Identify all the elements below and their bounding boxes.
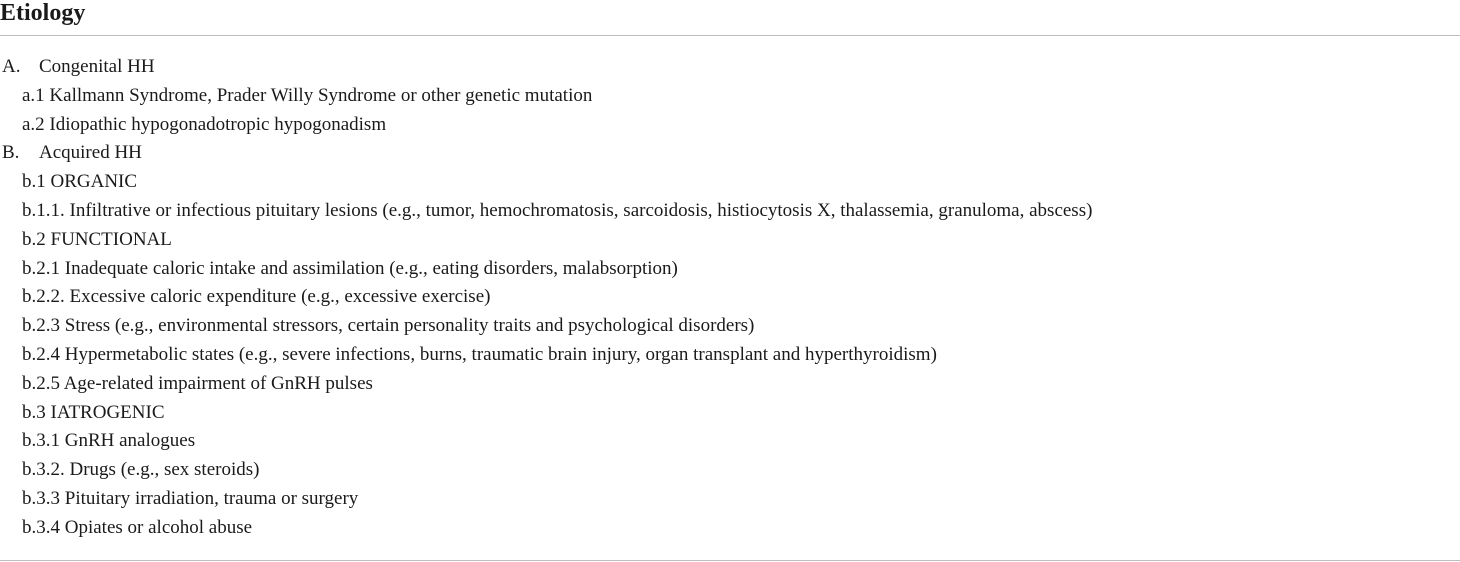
table-row: b.2 FUNCTIONAL <box>22 228 172 250</box>
table-row: b.3.4 Opiates or alcohol abuse <box>22 516 253 538</box>
table-bottom-rule <box>0 560 1460 561</box>
table-row-congenital <box>0 53 1460 82</box>
row-marker: A. <box>2 56 21 77</box>
table-row: b.2.2. Excessive caloric expenditure (e.g., excessive exercise) <box>22 286 491 308</box>
table-header <box>0 0 1460 36</box>
table-row: b.3 IATROGENIC <box>22 401 165 423</box>
table-row: a.2 Idiopathic hypogonadotropic hypogonadism <box>22 113 387 135</box>
table-row: b.2.5 Age-related impairment of GnRH pulses <box>22 372 373 394</box>
table-body <box>0 53 1460 543</box>
table-row: b.3.3 Pituitary irradiation, trauma or surgery <box>22 487 359 509</box>
table-row: b.3.1 GnRH analogues <box>22 430 196 452</box>
row-text: Acquired HH <box>39 142 142 164</box>
table-row: b.3.2. Drugs (e.g., sex steroids) <box>22 459 260 481</box>
table-row: b.1.1. Infiltrative or infectious pituitary lesions (e.g., tumor, hemochromatosis, sarcoidosis, histiocytosis X, thalassemia, granuloma, abscess) <box>22 199 1093 221</box>
row-marker: B. <box>2 142 20 164</box>
table-row: b.2.3 Stress (e.g., environmental stressors, certain personality traits and psychological disorders) <box>22 315 755 337</box>
table-row: b.2.4 Hypermetabolic states (e.g., severe infections, burns, traumatic brain injury, organ transplant and hyperthyroidism) <box>22 343 937 365</box>
table-row: b.1 ORGANIC <box>22 171 138 193</box>
table-row-acquired <box>0 139 1460 168</box>
row-text: Congenital HH <box>39 56 155 77</box>
table-row: b.2.1 Inadequate caloric intake and assimilation (e.g., eating disorders, malabsorption) <box>22 257 678 279</box>
table-row: a.1 Kallmann Syndrome, Prader Willy Syndrome or other genetic mutation <box>22 84 593 106</box>
column-header-etiology: Etiology <box>0 0 86 26</box>
